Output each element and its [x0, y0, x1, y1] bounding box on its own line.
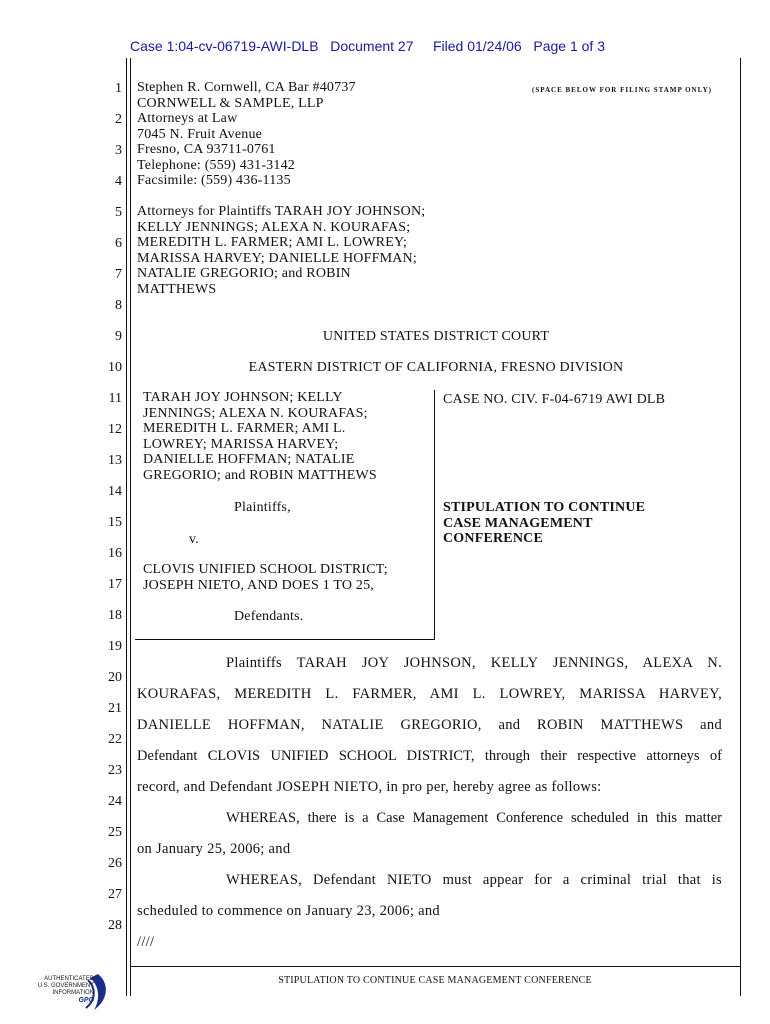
title-line: STIPULATION TO CONTINUE: [443, 500, 646, 515]
title-line: CASE MANAGEMENT: [443, 515, 593, 531]
line-number: 9: [115, 329, 122, 344]
attorneys-for-line: MATTHEWS: [137, 281, 217, 297]
footer-text: STIPULATION TO CONTINUE CASE MANAGEMENT CONFERENCE: [278, 975, 592, 986]
plaintiff-line: DANIELLE HOFFMAN; NATALIE: [143, 452, 355, 467]
attorney-line: Attorneys at Law: [137, 111, 238, 126]
plaintiff-line: LOWREY; MARISSA HARVEY;: [143, 436, 339, 452]
body-line: WHEREAS, Defendant NIETO must appear for a criminal trial that is: [226, 872, 722, 888]
page-indicator: Page 1 of 3: [533, 38, 605, 54]
line-number: 20: [108, 670, 122, 685]
plaintiff-line: GREGORIO; and ROBIN MATTHEWS: [143, 467, 377, 483]
seal-line: U.S. GOVERNMENT: [37, 983, 94, 989]
caption-defendants: [143, 562, 388, 593]
attorney-line: Telephone: (559) 431-3142: [137, 157, 295, 173]
line-number: 2: [115, 112, 122, 127]
line-number: 19: [108, 639, 122, 654]
body-line: on January 25, 2006; and: [137, 841, 291, 857]
left-margin-rule-outer: [126, 58, 127, 996]
line-number: 7: [115, 267, 122, 282]
attorneys-for-block: [137, 204, 425, 297]
seal-line: INFORMATION: [52, 990, 94, 996]
body-line: ////: [137, 934, 155, 950]
line-number: 4: [115, 174, 122, 189]
line-number: 25: [108, 825, 122, 840]
attorney-block: [137, 80, 356, 189]
defendants-label: Defendants.: [234, 609, 304, 624]
line-number: 12: [108, 422, 122, 437]
body-line: Defendant CLOVIS UNIFIED SCHOOL DISTRICT, through their respective attorneys of: [137, 748, 722, 764]
filing-stamp-note: (SPACE BELOW FOR FILING STAMP ONLY): [532, 86, 713, 94]
caption-plaintiffs: [143, 390, 377, 483]
plaintiff-line: MEREDITH L. FARMER; AMI L.: [143, 421, 346, 436]
line-number: 6: [115, 236, 122, 251]
body-line: WHEREAS, there is a Case Management Conference scheduled in this matter: [226, 810, 722, 826]
line-number: 28: [108, 918, 122, 933]
seal-line: GPO: [78, 997, 94, 1004]
line-number: 27: [108, 887, 122, 902]
attorney-line: 7045 N. Fruit Avenue: [137, 126, 263, 142]
court-name: UNITED STATES DISTRICT COURT: [322, 329, 550, 344]
line-number: 11: [108, 391, 122, 406]
attorney-line: Stephen R. Cornwell, CA Bar #40737: [137, 80, 356, 95]
line-number: 23: [108, 763, 122, 778]
attorney-line: Facsimile: (559) 436-1135: [137, 173, 291, 188]
body-line: record, and Defendant JOSEPH NIETO, in pro per, hereby agree as follows:: [137, 779, 602, 795]
plaintiff-line: JENNINGS; ALEXA N. KOURAFAS;: [143, 405, 368, 421]
plaintiffs-label: Plaintiffs,: [234, 500, 291, 515]
line-number: 24: [108, 794, 122, 809]
body-line: scheduled to commence on January 23, 2006; and: [137, 903, 440, 919]
title-line: CONFERENCE: [443, 531, 544, 546]
line-number: 10: [108, 360, 122, 375]
line-number: 14: [108, 484, 122, 499]
line-number: 3: [115, 143, 122, 158]
line-number: 21: [108, 701, 122, 716]
footer-rule: [130, 966, 740, 967]
court-district: EASTERN DISTRICT OF CALIFORNIA, FRESNO DIVISION: [248, 360, 624, 375]
line-number: 18: [108, 608, 122, 623]
attorneys-for-line: MARISSA HARVEY; DANIELLE HOFFMAN;: [137, 250, 417, 266]
filed-date: Filed 01/24/06: [432, 38, 522, 54]
attorneys-for-line: MEREDITH L. FARMER; AMI L. LOWREY;: [137, 235, 408, 250]
gpo-seal: [28, 970, 108, 1016]
line-number: 5: [115, 205, 122, 220]
attorney-line: Fresno, CA 93711-0761: [137, 142, 276, 157]
left-margin-rule-inner: [130, 58, 131, 996]
case-header: [130, 38, 605, 54]
document-title: [443, 500, 645, 547]
versus: v.: [189, 532, 199, 547]
caption-bottom-rule: [135, 639, 435, 640]
line-number: 15: [108, 515, 122, 530]
case-number-caption: CASE NO. CIV. F-04-6719 AWI DLB: [443, 392, 666, 407]
attorneys-for-line: Attorneys for Plaintiffs TARAH JOY JOHNSON;: [137, 204, 426, 219]
line-number: 22: [108, 732, 122, 747]
case-number: Case 1:04-cv-06719-AWI-DLB: [130, 38, 319, 54]
body-line: KOURAFAS, MEREDITH L. FARMER, AMI L. LOWREY, MARISSA HARVEY,: [137, 686, 722, 702]
line-number: 17: [108, 577, 122, 592]
document-number: Document 27: [330, 38, 414, 54]
line-number: 26: [108, 856, 122, 871]
defendant-line: JOSEPH NIETO, AND DOES 1 TO 25,: [143, 577, 374, 593]
attorneys-for-line: KELLY JENNINGS; ALEXA N. KOURAFAS;: [137, 219, 411, 235]
seal-line: AUTHENTICATED: [44, 976, 94, 982]
line-number: 1: [115, 81, 122, 96]
attorneys-for-line: NATALIE GREGORIO; and ROBIN: [137, 266, 351, 281]
line-number: 8: [115, 298, 122, 313]
body-line: DANIELLE HOFFMAN, NATALIE GREGORIO, and ROBIN MATTHEWS and: [137, 717, 722, 733]
attorney-line: CORNWELL & SAMPLE, LLP: [137, 95, 324, 111]
plaintiff-line: TARAH JOY JOHNSON; KELLY: [143, 390, 343, 405]
line-number: 16: [108, 546, 122, 561]
right-margin-rule: [740, 58, 741, 996]
line-number: 13: [108, 453, 122, 468]
caption-divider: [434, 390, 435, 639]
body-line: Plaintiffs TARAH JOY JOHNSON, KELLY JENNINGS, ALEXA N.: [226, 655, 722, 671]
defendant-line: CLOVIS UNIFIED SCHOOL DISTRICT;: [143, 562, 388, 577]
